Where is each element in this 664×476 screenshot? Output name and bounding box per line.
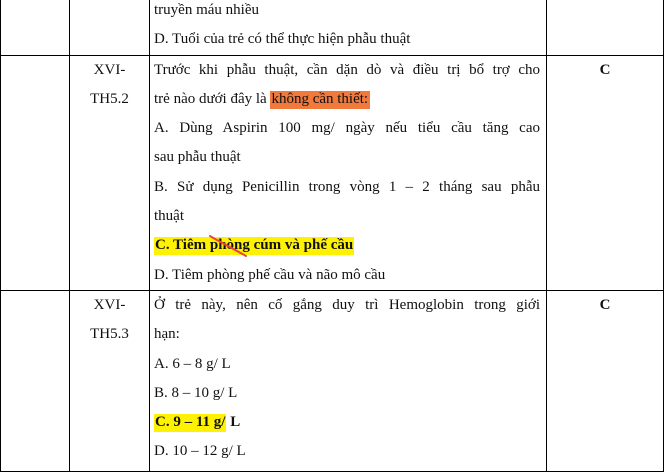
correct-answer: C bbox=[599, 61, 611, 78]
option-d: D. Tiêm phòng phế cầu và não mô cầu bbox=[154, 266, 386, 283]
question-id-part1: XVI- bbox=[93, 296, 126, 313]
answer-cell bbox=[547, 0, 664, 55]
option-c-line bbox=[154, 231, 540, 260]
option-a-line2: sau phẫu thuật bbox=[154, 149, 241, 166]
question-cell bbox=[150, 55, 547, 290]
orange-highlight: không cần thiết: bbox=[271, 90, 369, 107]
option-b-line1: B. Sử dụng Penicillin trong vòng 1 – 2 tháng sau phẫu bbox=[154, 178, 540, 195]
table-row-previous bbox=[1, 0, 664, 55]
correct-answer: C bbox=[599, 296, 611, 313]
option-b-line2: thuật bbox=[154, 208, 184, 225]
id-cell bbox=[70, 0, 150, 55]
table-row-th5-2 bbox=[1, 55, 664, 290]
question-text-line: truyền máu nhiều bbox=[154, 2, 259, 18]
question-id-part2: TH5.2 bbox=[90, 90, 129, 107]
option-c: C. 9 – 11 g/ bbox=[155, 414, 226, 431]
option-c-rest: L bbox=[226, 414, 241, 431]
question-id-cell bbox=[70, 290, 150, 471]
option-d: D. Tuổi của trẻ có thể thực hiện phẫu thuật bbox=[154, 31, 411, 48]
question-stem-line2 bbox=[154, 85, 540, 114]
question-cell bbox=[150, 0, 547, 55]
question-cell bbox=[150, 290, 547, 471]
question-id-part2: TH5.3 bbox=[90, 326, 129, 343]
blank-cell bbox=[1, 0, 70, 55]
table-row-th5-3 bbox=[1, 290, 664, 471]
option-a: A. 6 – 8 g/ L bbox=[154, 355, 231, 372]
question-stem-line2: hạn: bbox=[154, 326, 180, 343]
answer-cell bbox=[547, 290, 664, 471]
question-id-part1: XVI- bbox=[93, 61, 126, 78]
option-c-wrapper bbox=[154, 231, 354, 260]
option-a-line1: A. Dùng Aspirin 100 mg/ ngày nếu tiểu cầu tăng cao bbox=[154, 120, 540, 137]
blank-cell bbox=[1, 55, 70, 290]
option-c-line bbox=[154, 408, 540, 437]
question-stem-line1: Ở trẻ này, nên cố gắng duy trì Hemoglobin trong giới bbox=[154, 296, 540, 313]
option-c: C. Tiêm phòng cúm và phế cầu bbox=[155, 237, 354, 254]
option-b: B. 8 – 10 g/ L bbox=[154, 384, 238, 401]
answer-cell bbox=[547, 55, 664, 290]
question-id-cell bbox=[70, 55, 150, 290]
option-d: D. 10 – 12 g/ L bbox=[154, 443, 246, 460]
question-stem-prefix: trẻ nào dưới đây là bbox=[154, 90, 267, 107]
blank-cell bbox=[1, 290, 70, 471]
question-stem-line1: Trước khi phẫu thuật, cần dặn dò và điều trị bổ trợ cho bbox=[154, 61, 540, 78]
